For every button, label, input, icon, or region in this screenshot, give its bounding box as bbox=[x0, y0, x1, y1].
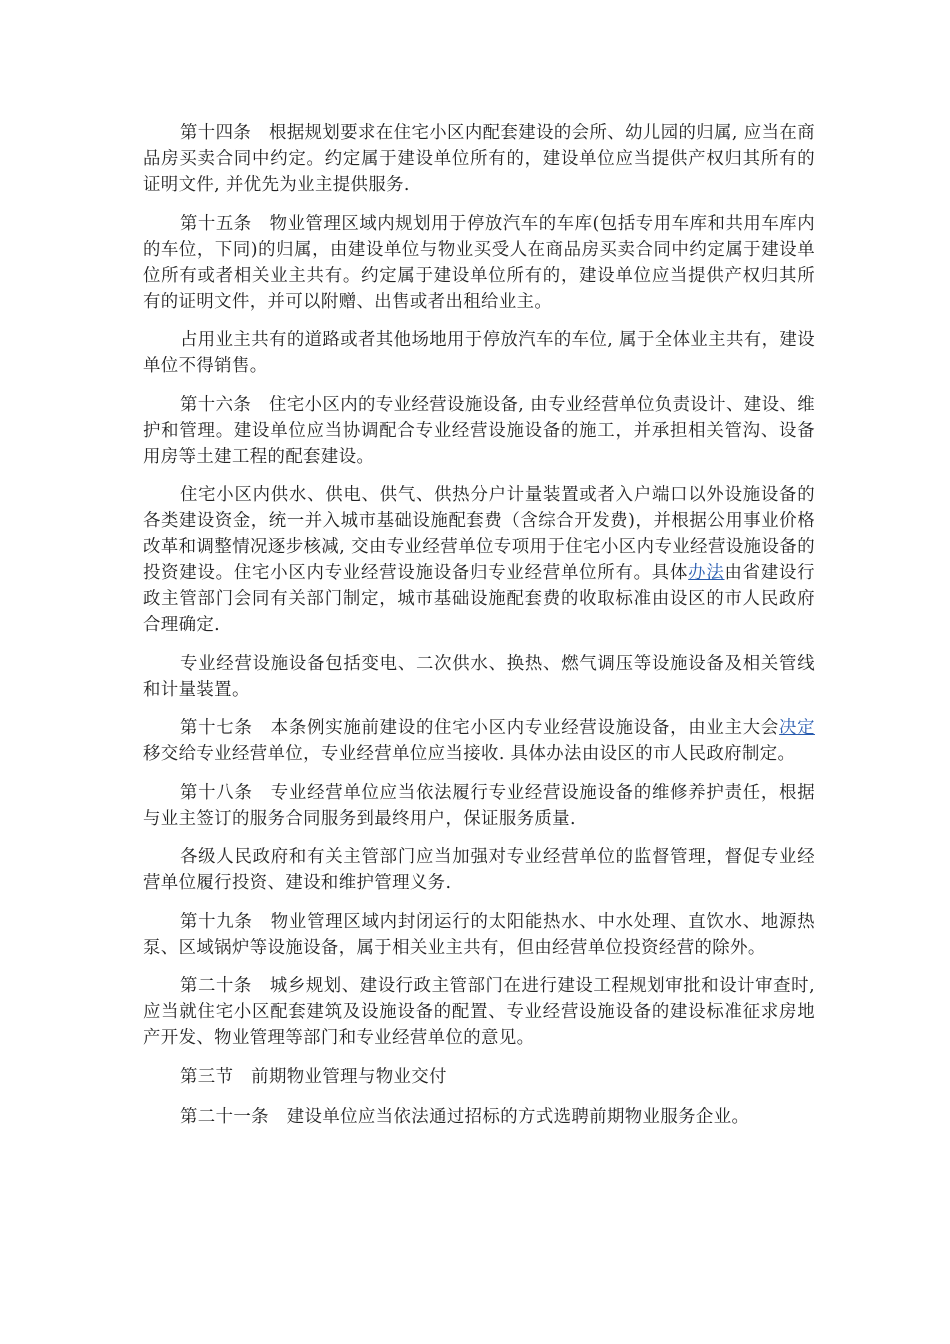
article-19-paragraph: 第十九条 物业管理区域内封闭运行的太阳能热水、中水处理、直饮水、地源热泵、区域锅炉等设施设备，属于相关业主共有，但由经营单位投资经营的除外。 bbox=[143, 911, 815, 958]
article-16-paragraph: 第十六条 住宅小区内的专业经营设施设备, 由专业经营单位负责设计、建设、维护和管理。建设单位应当协调配合专业经营设施设备的施工，并承担相关管沟、设备用房等土建工程的配套建设。 bbox=[143, 394, 815, 467]
document-body bbox=[143, 120, 815, 1144]
paragraph-text: 由省建设行政主管部门会同有关部门制定，城市基础设施配套费的收取标准由设区的市人民政府合理确定. bbox=[143, 563, 815, 635]
section-3-heading: 第三节 前期物业管理与物业交付 bbox=[180, 1066, 447, 1087]
article-15-parking-paragraph: 占用业主共有的道路或者其他场地用于停放汽车的车位, 属于全体业主共有，建设单位不得销售。 bbox=[143, 330, 815, 376]
decision-link[interactable]: 决定 bbox=[779, 718, 815, 738]
article-14-paragraph: 第十四条 根据规划要求在住宅小区内配套建设的会所、幼儿园的归属, 应当在商品房买卖合同中约定。约定属于建设单位所有的，建设单位应当提供产权归其所有的证明文件, 并优先为业主提供服务. bbox=[143, 123, 815, 195]
paragraph-text: 移交给专业经营单位，专业经营单位应当接收. 具体办法由设区的市人民政府制定。 bbox=[143, 744, 796, 764]
paragraph-text: 第十七条 本条例实施前建设的住宅小区内专业经营设施设备，由业主大会 bbox=[180, 718, 780, 738]
paragraph-text: 住宅小区内供水、供电、供气、供热分户计量装置或者入户端口以外设施设备的各类建设资金，统一并入城市基础设施配套费（含综合开发费)，并根据公用事业价格改革和调整情况逐步核减, 交由专业经营单位专项用于住宅小区内专业经营设施设备的投资建设。住宅小区内专业经营设施设备归专业经营单位所有。具体 bbox=[143, 485, 815, 583]
measures-link[interactable]: 办法 bbox=[688, 563, 725, 583]
article-15-paragraph: 第十五条 物业管理区域内规划用于停放汽车的车库(包括专用车库和共用车库内的车位，下同)的归属，由建设单位与物业买受人在商品房买卖合同中约定属于建设单位所有或者相关业主共有。约定属于建设单位所有的，建设单位应当提供产权归其所有的证明文件，并可以附赠、出售或者出租给业主。 bbox=[143, 213, 815, 312]
article-16-funding-paragraph bbox=[143, 482, 815, 638]
article-18-supervision-paragraph: 各级人民政府和有关主管部门应当加强对专业经营单位的监督管理，督促专业经营单位履行投资、建设和维护管理义务. bbox=[143, 847, 815, 893]
article-16-equipment-paragraph: 专业经营设施设备包括变电、二次供水、换热、燃气调压等设施设备及相关管线和计量装置。 bbox=[143, 653, 815, 700]
article-20-paragraph: 第二十条 城乡规划、建设行政主管部门在进行建设工程规划审批和设计审查时, 应当就住宅小区配套建筑及设施设备的配置、专业经营设施设备的建设标准征求房地产开发、物业管理等部门和专业经营单位的意见。 bbox=[143, 976, 815, 1048]
article-17-paragraph bbox=[143, 715, 815, 767]
article-21-paragraph: 第二十一条 建设单位应当依法通过招标的方式选聘前期物业服务企业。 bbox=[180, 1106, 750, 1127]
article-18-paragraph: 第十八条 专业经营单位应当依法履行专业经营设施设备的维修养护责任，根据与业主签订的服务合同服务到最终用户，保证服务质量. bbox=[143, 782, 815, 829]
